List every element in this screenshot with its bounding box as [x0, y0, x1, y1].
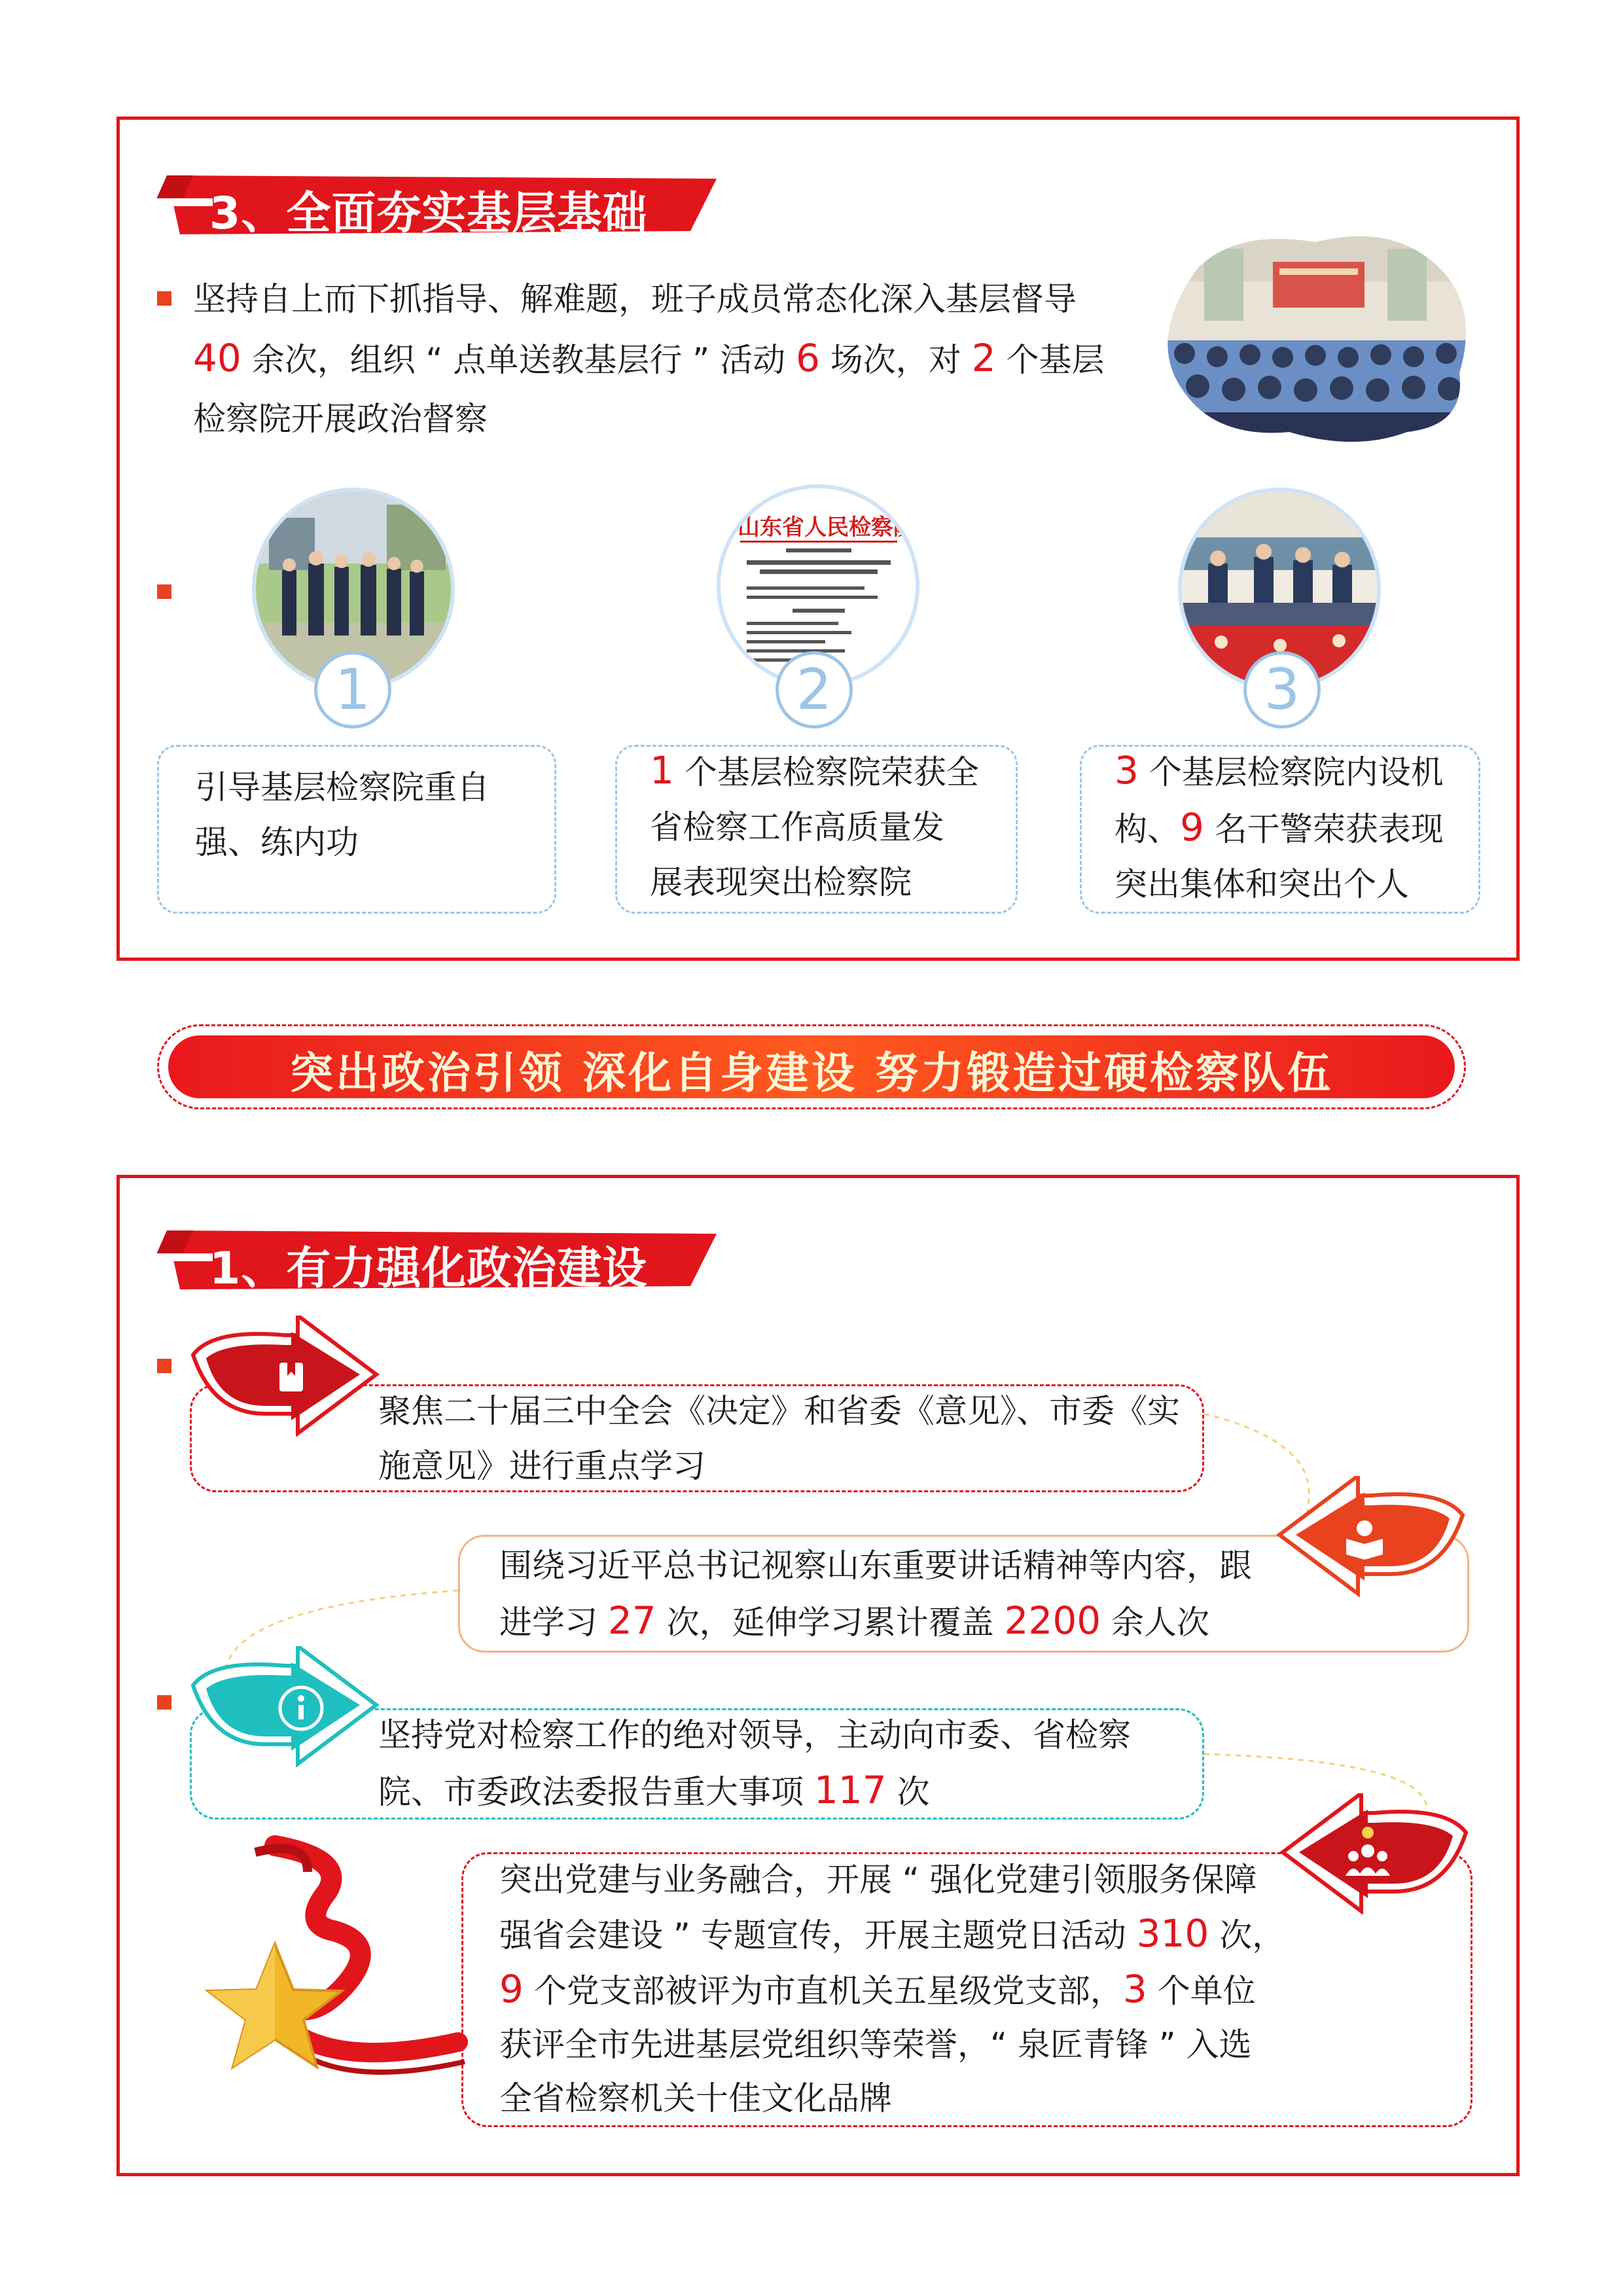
- card-text: 个基层检察院内设机: [1138, 753, 1444, 791]
- item-text: 个单位: [1147, 1972, 1256, 2010]
- item-line: [499, 1593, 1350, 1650]
- item-line: 聚焦二十届三中全会《决定》和省委《意见》、市委《实: [378, 1392, 1180, 1430]
- para-text: 余次，组织 “ 点单送教基层行 ” 活动: [241, 341, 796, 379]
- item-text: 院、市委政法委报告重大事项: [378, 1773, 814, 1811]
- bullet-marker: [157, 1359, 171, 1373]
- highlight-number: 40: [193, 336, 241, 380]
- item-line: [499, 1907, 1448, 1962]
- item-text: 个党支部被评为市直机关五星级党支部，: [523, 1972, 1123, 2010]
- highlight-number: 310: [1136, 1911, 1209, 1956]
- item-line: 坚持党对检察工作的绝对领导，主动向市委、省检察: [378, 1716, 1131, 1754]
- arrow-teal-info: [187, 1646, 383, 1767]
- highlight-number: 6: [795, 336, 820, 380]
- item-line: [499, 1962, 1448, 2018]
- section-title-text: 3、全面夯实基层基础: [209, 188, 648, 240]
- section-title-text: 1、有力强化政治建设: [209, 1243, 648, 1295]
- item-line: 全省检察机关十佳文化品牌: [499, 2079, 892, 2117]
- highlight-number: 9: [499, 1967, 524, 2011]
- highlight-number: 9: [1180, 805, 1204, 850]
- item-text: 强省会建设 ” 专题宣传，开展主题党日活动: [499, 1916, 1137, 1954]
- para-text: 场次，对: [819, 341, 972, 379]
- arrow-orange-reader: [1273, 1476, 1469, 1597]
- card-line: 突出集体和突出个人: [1115, 865, 1409, 903]
- slogan-text: 突出政治引领 深化自身建设 努力锻造过硬检察队伍: [290, 1048, 1333, 1098]
- card-text: 名干警荣获表现: [1204, 810, 1444, 848]
- bullet-marker: [157, 1695, 171, 1710]
- para-text: 个基层: [995, 341, 1105, 379]
- item-text: 次: [886, 1773, 930, 1811]
- highlight-number: 3: [1115, 748, 1139, 793]
- item-text: 进学习: [499, 1604, 608, 1641]
- highlight-number: 27: [607, 1598, 656, 1643]
- index-circle-1: 1: [314, 651, 391, 728]
- item-line: 围绕习近平总书记视察山东重要讲话精神等内容，跟: [499, 1547, 1252, 1585]
- document-header: 山东省人民检察院: [738, 514, 916, 541]
- item-line: 突出党建与业务融合，开展 “ 强化党建引领服务保障: [499, 1861, 1257, 1899]
- highlight-number: 117: [813, 1768, 887, 1812]
- item-text: 次，延伸学习累计覆盖: [656, 1604, 1005, 1641]
- card-line: 展表现突出检察院: [650, 863, 912, 901]
- card-line: 引导基层检察院重自: [195, 768, 490, 806]
- highlight-number: 3: [1122, 1967, 1147, 2011]
- item-text: 余人次: [1101, 1604, 1210, 1641]
- arrow-red-book: [187, 1316, 383, 1437]
- item-text: 次，: [1209, 1916, 1285, 1954]
- star-ribbon-decoration: [196, 1833, 471, 2108]
- card-text: 个基层检察院荣获全: [673, 753, 979, 791]
- item-line: 施意见》进行重点学习: [378, 1447, 705, 1485]
- arrow-red-party: [1276, 1793, 1472, 1914]
- index-circle-3: 3: [1243, 651, 1321, 728]
- para-line-3: 检察院开展政治督察: [193, 400, 488, 438]
- highlight-number: 2: [971, 336, 996, 380]
- index-circle-2: 2: [776, 651, 853, 728]
- card-line: 省检察工作高质量发: [650, 808, 944, 846]
- para-line-1: 坚持自上而下抓指导、解难题，班子成员常态化深入基层督导: [193, 280, 1077, 318]
- card-line: 强、练内功: [195, 823, 359, 861]
- item-line: 获评全市先进基层党组织等荣誉，“ 泉匠青锋 ” 入选: [499, 2026, 1252, 2064]
- item-line: [378, 1763, 1203, 1820]
- card-text: 构、: [1115, 810, 1180, 848]
- highlight-number: 2200: [1004, 1598, 1101, 1643]
- highlight-number: 1: [650, 748, 674, 793]
